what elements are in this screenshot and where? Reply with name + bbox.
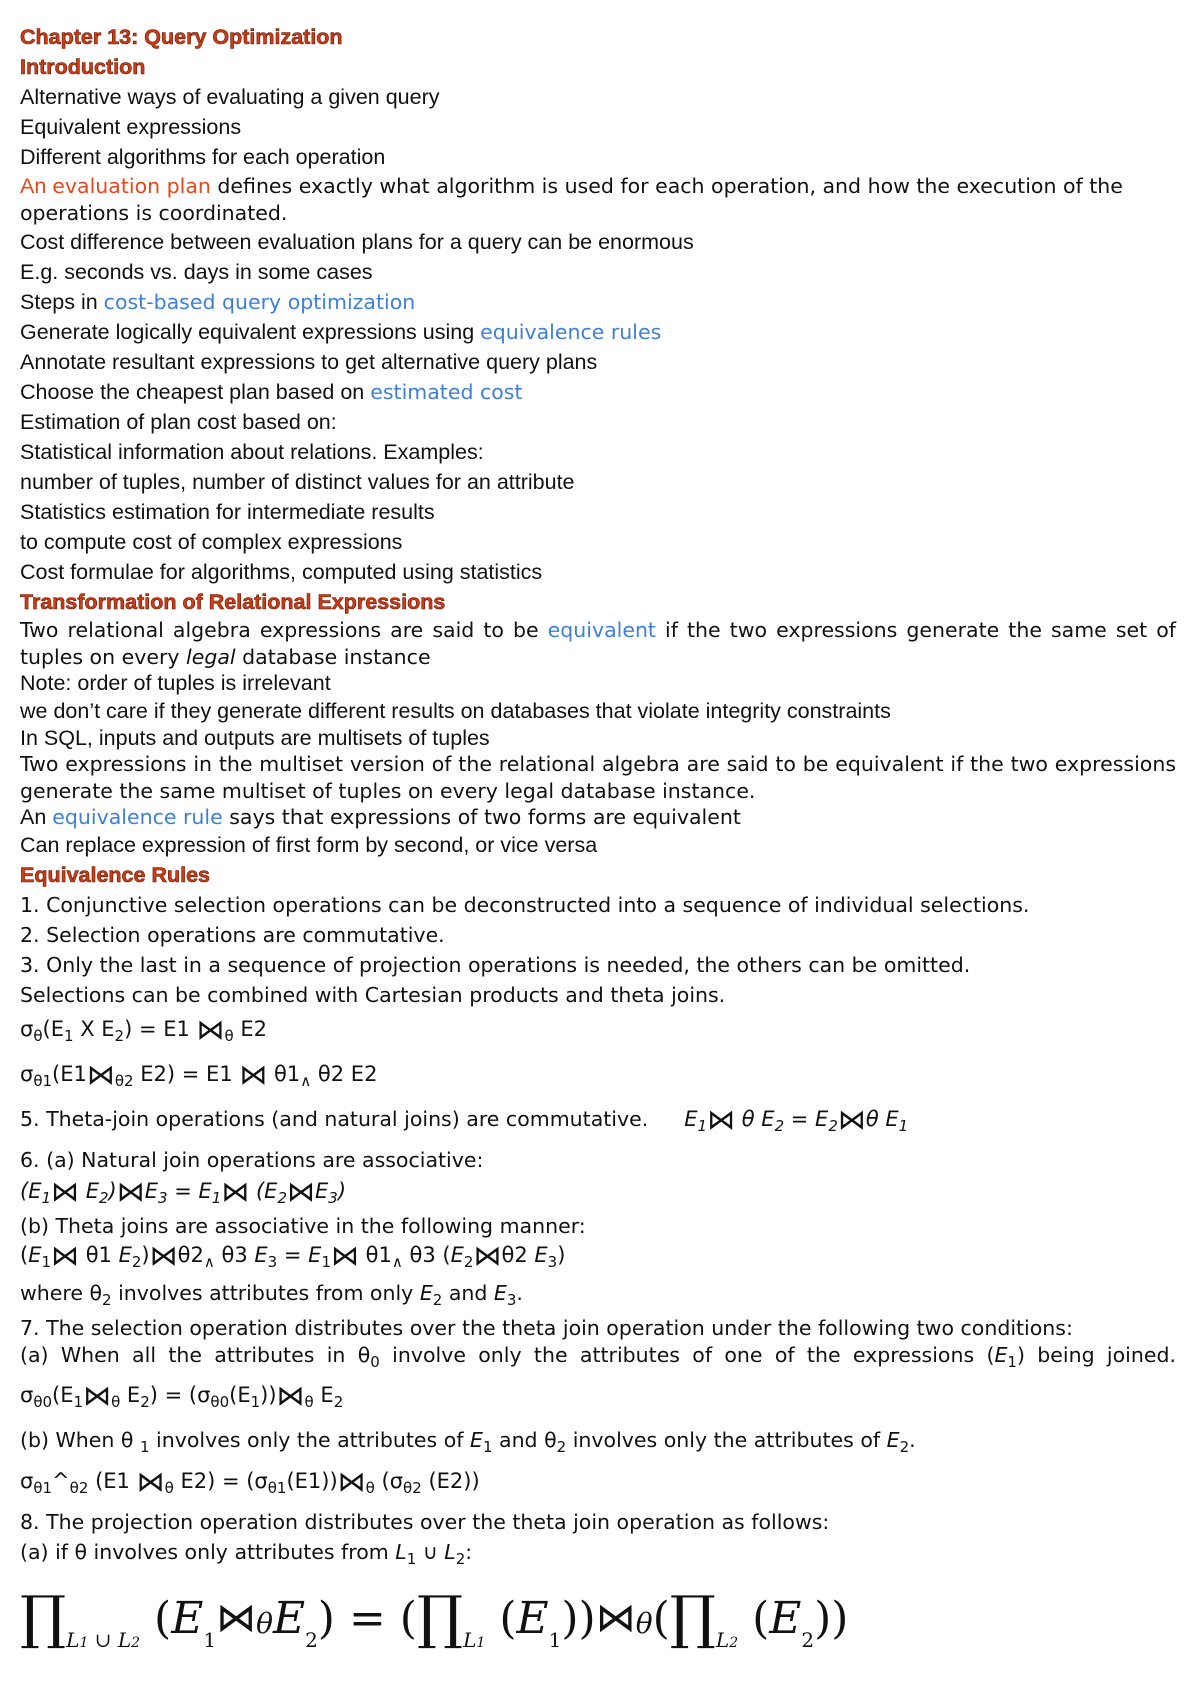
- formula-rule-5: $E_1⋈$ θ $E_2$ = $E_2⋈\theta$ $E_1$: [684, 1103, 909, 1136]
- text-span: involves attributes from only: [111, 1281, 420, 1305]
- text-line: we don’t care if they generate different results on databases that violate integrity constraints: [20, 699, 891, 723]
- text-span: involves only the attributes of: [149, 1428, 470, 1453]
- chapter-title: Chapter 13: Query Optimization: [20, 25, 343, 49]
- text-line: defines exactly what algorithm is used for each operation, and how the execution of the operations is coordinated.: [20, 174, 1123, 225]
- rule-6a: 6. (a) Natural join operations are associative:: [20, 1148, 484, 1172]
- term-estimated-cost: estimated cost: [370, 380, 523, 404]
- text-span: (a) if θ involves only attributes from: [20, 1540, 396, 1565]
- rule-8: 8. The projection operation distributes over the theta join operation as follows:: [20, 1510, 830, 1535]
- rule-3: 3. Only the last in a sequence of projection operations is needed, the others can be omitted.: [20, 953, 971, 977]
- formula-rule-6b: ($E_1⋈$ θ1 $E_2)⋈\theta 2_\wedge$ θ3 $E_3$ = $E_1⋈$ $\theta 1_\wedge$ θ3 ($E_2⋈\theta 2$ $E_3$): [20, 1239, 566, 1272]
- text-span: involve only the attributes of one of the expressions (: [379, 1343, 995, 1368]
- rule-6c: where $\theta_2$ involves attributes from only $E_2$ and $E_3$.: [20, 1281, 523, 1310]
- term-cost-based-optimization: cost-based query optimization: [103, 290, 416, 314]
- text-span: Two relational algebra expressions are said to be: [20, 618, 548, 642]
- text-line: Alternative ways of evaluating a given query: [20, 85, 440, 109]
- text-line: [20, 317, 1176, 347]
- formula-rule-4a: $\sigma_\theta(E_1$ X $E_2) = E1$ $⋈_\theta$ E2: [20, 1013, 268, 1046]
- rule-7a: (a) When all the attributes in $\theta_0$ involve only the attributes of one of the expressions $(E_1)$ being joined. $\sigma_{\theta 0}(E_1⋈_\theta$ $E_2$) = $(\sigma_{\theta 0}(E_1))⋈_\theta$ $E_2$: [20, 1343, 1176, 1413]
- rule-8a: (a) if θ involves only attributes from $L_1$ ∪ $L_2$:: [20, 1540, 473, 1569]
- text-line: Choose the cheapest plan based on: [20, 380, 371, 404]
- text-line: E.g. seconds vs. days in some cases: [20, 260, 373, 284]
- text-paragraph: [20, 617, 1176, 671]
- rule-4: Selections can be combined with Cartesian products and theta joins.: [20, 983, 726, 1007]
- section-heading-transformation: Transformation of Relational Expressions: [20, 590, 446, 614]
- section-heading-introduction: Introduction: [20, 55, 146, 79]
- rule-5: [20, 1100, 1176, 1145]
- text-line: Different algorithms for each operation: [20, 145, 386, 169]
- text-span: and: [442, 1281, 494, 1305]
- term-evaluation-plan: evaluation plan: [52, 174, 211, 198]
- text-span: says that expressions of two forms are equivalent: [222, 805, 741, 829]
- text-line: to compute cost of complex expressions: [20, 530, 403, 554]
- text-span: if the two expressions generate the same set of tuples on every: [20, 618, 1176, 669]
- text-line: Can replace expression of first form by second, or vice versa: [20, 833, 598, 857]
- text-line: [20, 805, 1176, 830]
- text-line: Cost difference between evaluation plans for a query can be enormous: [20, 230, 694, 254]
- formula-rule-7b: $\sigma_{\theta 1}\^{}_{\theta 2}$ (E1 $⋈_\theta$ $E2) = (\sigma_{\theta 1}(E1))⋈_\theta$ ($\sigma_{\theta 2}$ (E2)): [20, 1465, 480, 1499]
- text-span: ) being joined.: [1016, 1343, 1176, 1368]
- text-span: where: [20, 1281, 90, 1305]
- rule-6b: (b) Theta joins are associative in the following manner:: [20, 1214, 586, 1238]
- text-span: involves only the attributes of: [566, 1428, 887, 1453]
- text-line: Generate logically equivalent expressions using: [20, 320, 481, 344]
- formula-rule-4b: $\sigma_{\theta 1}(E1⋈_{\theta 2}$ E2) = E1 ⋈ $\theta 1_\wedge$ θ2 E2: [20, 1058, 378, 1091]
- text-line: Steps in: [20, 290, 104, 314]
- text-line: Equivalent expressions: [20, 115, 242, 139]
- text-line: [20, 377, 1176, 407]
- formula-rule-6a: ($E_1⋈$ $E_2)⋈E_3$ = $E_1⋈$ $(E_2⋈E_3)$: [20, 1175, 347, 1208]
- text-line: An: [20, 174, 53, 198]
- text-line: Annotate resultant expressions to get alternative query plans: [20, 350, 598, 374]
- rule-7b: (b) When θ $_1$ involves only the attributes of $E_1$ and $\theta_2$ involves only the attributes of $E_2$.: [20, 1428, 916, 1457]
- text-line: Cost formulae for algorithms, computed using statistics: [20, 560, 543, 584]
- text-line: Statistical information about relations. Examples:: [20, 440, 484, 464]
- rule-1: 1. Conjunctive selection operations can be deconstructed into a sequence of individual selections.: [20, 893, 1030, 917]
- text-span: (a) When all the attributes in: [20, 1343, 358, 1368]
- term-legal: legal: [186, 645, 236, 669]
- formula-rule-8a: $\prod_{L1 \cup L2}$ $(E_1⋈\theta E_2)$ = ($\prod_{L1}$ $(E_1))⋈\theta(\prod_{L2}$ $(E_2)$): [20, 1583, 849, 1653]
- text-paragraph: Two expressions in the multiset version of the relational algebra are said to be equivalent if the two expressions generate the same multiset of tuples on every legal database instance.: [20, 752, 1176, 803]
- term-equivalent: equivalent: [547, 618, 656, 642]
- term-equivalence-rules: equivalence rules: [480, 320, 662, 344]
- text-line: Note: order of tuples is irrelevant: [20, 671, 331, 695]
- text-line: [20, 287, 1176, 317]
- text-span: and: [492, 1428, 545, 1453]
- text-span: An: [20, 805, 53, 829]
- text-span: (b) When: [20, 1428, 121, 1453]
- term-equivalence-rule: equivalence rule: [52, 805, 223, 829]
- text-paragraph: [20, 173, 1176, 227]
- text-line: Estimation of plan cost based on:: [20, 410, 337, 434]
- rule-7: 7. The selection operation distributes over the theta join operation under the following two conditions:: [20, 1316, 1073, 1341]
- text-line: number of tuples, number of distinct values for an attribute: [20, 470, 575, 494]
- text-line: In SQL, inputs and outputs are multisets of tuples: [20, 726, 490, 750]
- text-span: 5. Theta-join operations (and natural joins) are commutative.: [20, 1107, 649, 1131]
- section-heading-equivalence-rules: Equivalence Rules: [20, 863, 210, 887]
- formula-rule-7a: $\sigma_{\theta 0}(E_1⋈_\theta$ $E_2$) = $(\sigma_{\theta 0}(E_1))⋈_\theta$ $E_2$: [20, 1379, 344, 1413]
- text-line: Statistics estimation for intermediate results: [20, 500, 435, 524]
- rule-2: 2. Selection operations are commutative.: [20, 923, 445, 947]
- text-span: database instance: [235, 645, 431, 669]
